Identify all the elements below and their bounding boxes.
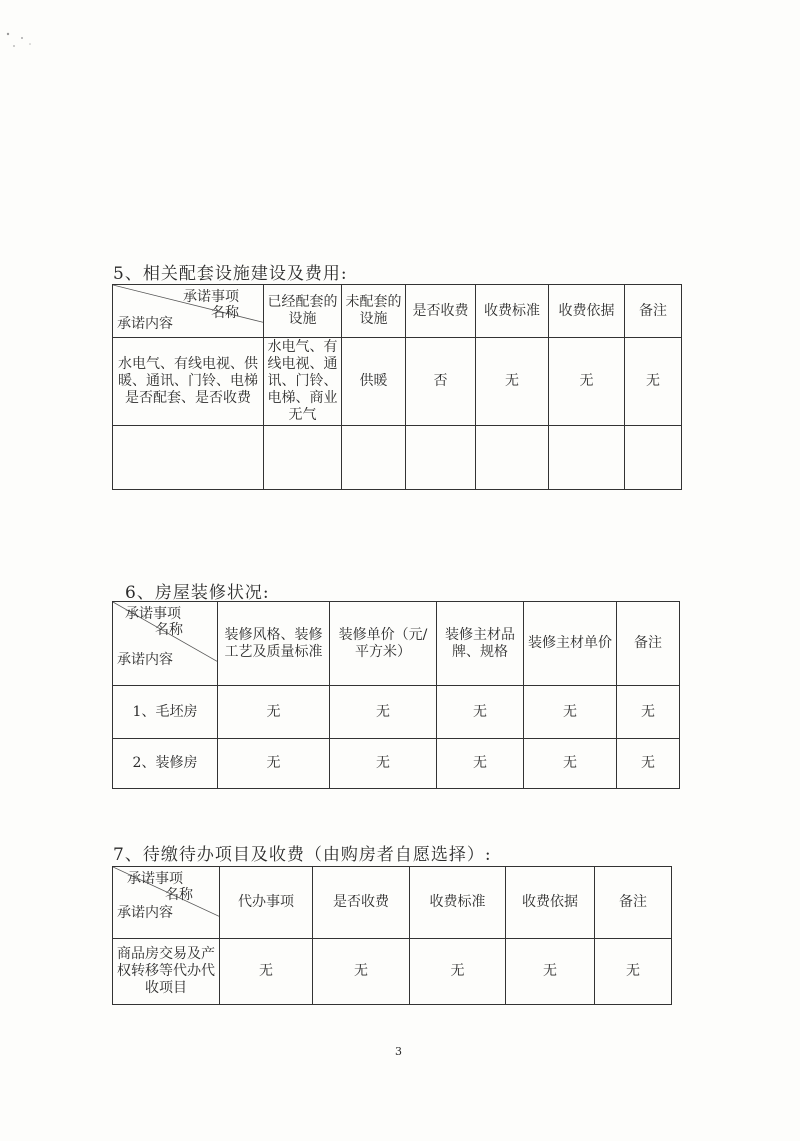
table-cell: 无 xyxy=(625,338,682,426)
table-cell: 1、毛坯房 xyxy=(113,686,218,739)
corner-label-content: 承诺内容 xyxy=(117,652,173,668)
table-cell xyxy=(625,426,682,490)
header-cell: 收费依据 xyxy=(549,285,625,338)
corner-label-name: 名称 xyxy=(155,622,183,638)
table-cell: 无 xyxy=(595,939,672,1005)
table-row xyxy=(113,939,672,1005)
table-row xyxy=(113,426,682,490)
header-cell: 备注 xyxy=(595,867,672,939)
corner-label-commitment: 承诺事项 xyxy=(125,606,181,622)
header-corner-cell xyxy=(113,602,218,686)
header-cell: 装修风格、装修工艺及质量标准 xyxy=(218,602,330,686)
section-6-title: 6、房屋装修状况: xyxy=(125,583,270,603)
header-cell: 装修单价（元/平方米） xyxy=(330,602,437,686)
table-cell: 无 xyxy=(330,686,437,739)
table-cell: 供暖 xyxy=(342,338,406,426)
table-cell: 无 xyxy=(330,739,437,789)
header-cell: 已经配套的设施 xyxy=(264,285,342,338)
table-cell: 水电气、有线电视、供暖、通讯、门铃、电梯是否配套、是否收费 xyxy=(113,338,264,426)
corner-label-commitment: 承诺事项 xyxy=(127,871,183,887)
header-cell: 收费标准 xyxy=(476,285,549,338)
table-cell: 水电气、有线电视、通讯、门铃、电梯、商业无气 xyxy=(264,338,342,426)
table-row xyxy=(113,686,680,739)
corner-label-content: 承诺内容 xyxy=(117,316,173,332)
header-corner-cell xyxy=(113,867,220,939)
header-cell: 备注 xyxy=(625,285,682,338)
header-corner-cell xyxy=(113,285,264,338)
table-cell: 无 xyxy=(617,739,680,789)
table-cell xyxy=(113,426,264,490)
header-cell: 装修主材品牌、规格 xyxy=(437,602,524,686)
table-cell: 无 xyxy=(220,939,313,1005)
table-cell: 无 xyxy=(506,939,595,1005)
header-cell: 未配套的设施 xyxy=(342,285,406,338)
header-cell: 代办事项 xyxy=(220,867,313,939)
table-cell: 无 xyxy=(218,686,330,739)
table-cell: 无 xyxy=(437,739,524,789)
table-cell xyxy=(476,426,549,490)
page-number: 3 xyxy=(395,1045,402,1058)
header-cell: 是否收费 xyxy=(313,867,410,939)
table-header-row xyxy=(113,285,682,338)
table-row xyxy=(113,338,682,426)
table-cell xyxy=(342,426,406,490)
table-cell xyxy=(406,426,476,490)
table-cell xyxy=(264,426,342,490)
table-cell: 无 xyxy=(218,739,330,789)
table-cell: 2、装修房 xyxy=(113,739,218,789)
corner-label-content: 承诺内容 xyxy=(117,905,173,921)
header-cell: 收费依据 xyxy=(506,867,595,939)
table-cell: 无 xyxy=(410,939,506,1005)
table-cell xyxy=(549,426,625,490)
header-cell: 备注 xyxy=(617,602,680,686)
section-5-title: 5、相关配套设施建设及费用: xyxy=(113,264,348,284)
decoration-table xyxy=(112,601,680,789)
table-header-row xyxy=(113,867,672,939)
table-cell: 商品房交易及产权转移等代办代收项目 xyxy=(113,939,220,1005)
table-cell: 无 xyxy=(437,686,524,739)
table-cell: 否 xyxy=(406,338,476,426)
corner-label-name: 名称 xyxy=(211,305,239,321)
table-cell: 无 xyxy=(313,939,410,1005)
header-cell: 是否收费 xyxy=(406,285,476,338)
header-cell: 收费标准 xyxy=(410,867,506,939)
scan-specks xyxy=(0,28,60,68)
table-row xyxy=(113,739,680,789)
pending-items-table xyxy=(112,866,672,1005)
table-cell: 无 xyxy=(476,338,549,426)
table-cell: 无 xyxy=(524,686,617,739)
corner-label-name: 名称 xyxy=(165,887,193,903)
facilities-table xyxy=(112,284,682,490)
corner-label-commitment: 承诺事项 xyxy=(183,289,239,305)
header-cell: 装修主材单价 xyxy=(524,602,617,686)
section-7-title: 7、待缴待办项目及收费（由购房者自愿选择）: xyxy=(113,845,492,865)
table-header-row xyxy=(113,602,680,686)
table-cell: 无 xyxy=(524,739,617,789)
table-cell: 无 xyxy=(617,686,680,739)
table-cell: 无 xyxy=(549,338,625,426)
